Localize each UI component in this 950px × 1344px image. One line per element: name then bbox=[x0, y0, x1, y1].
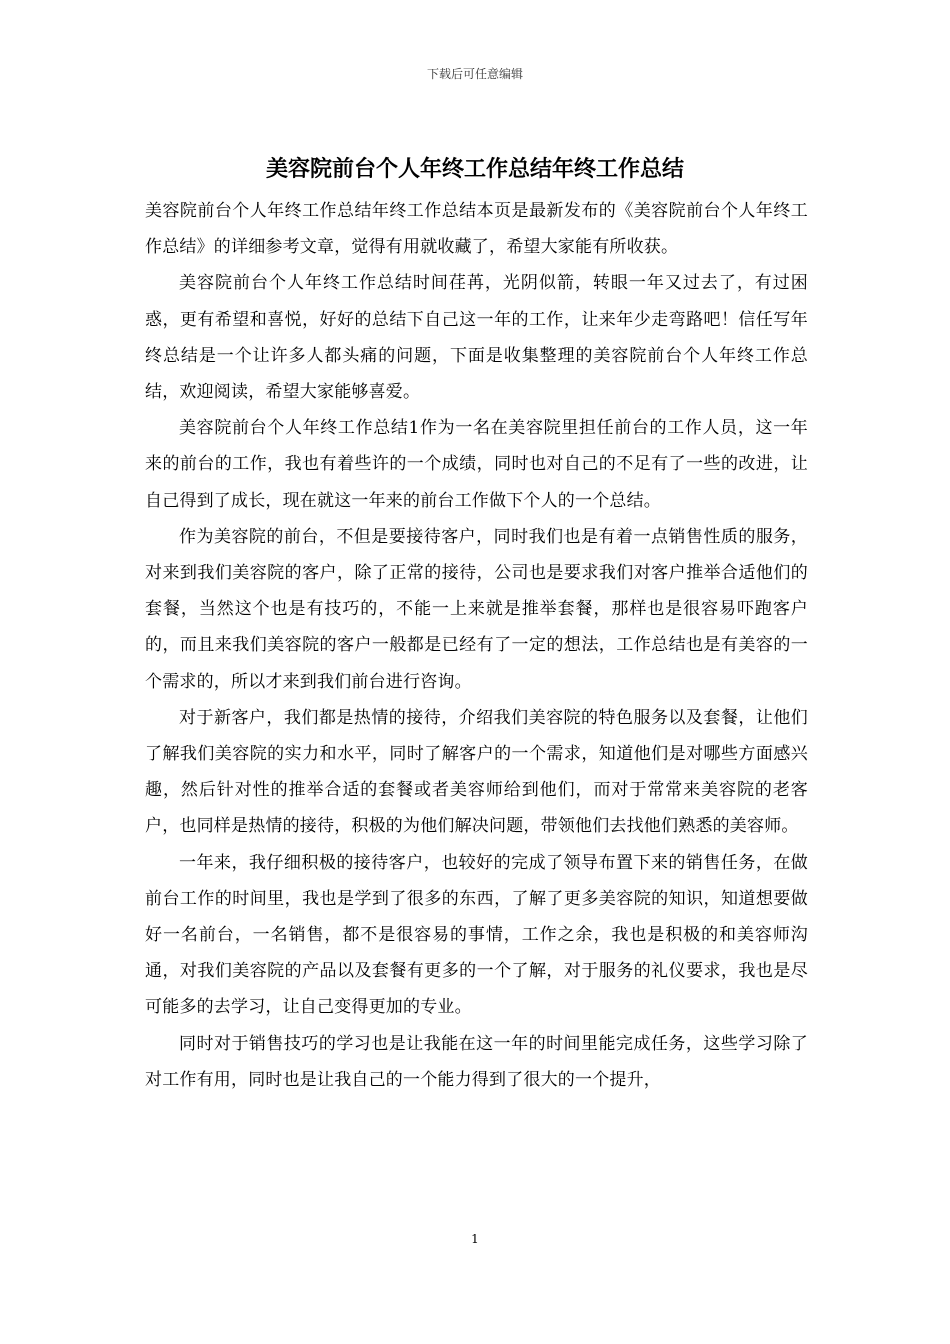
body-paragraph: 美容院前台个人年终工作总结时间荏苒，光阴似箭，转眼一年又过去了，有过困惑，更有希望和喜悦，好好的总结下自己这一年的工作，让来年少走弯路吧！信任写年终总结是一个让许多人都头痛的问题，下面是收集整理的美容院前台个人年终工作总结，欢迎阅读，希望大家能够喜爱。 bbox=[145, 273, 808, 403]
page-number: 1 bbox=[471, 1232, 479, 1246]
body-paragraph: 一年来，我仔细积极的接待客户，也较好的完成了领导布置下来的销售任务，在做前台工作的时间里，我也是学到了很多的东西，了解了更多美容院的知识，知道想要做好一名前台，一名销售，都不是很容易的事情，工作之余，我也是积极的和美容师沟通，对我们美容院的产品以及套餐有更多的一个了解，对于服务的礼仪要求，我也是尽可能多的去学习，让自己变得更加的专业。 bbox=[145, 852, 808, 1018]
body-paragraph: 美容院前台个人年终工作总结1作为一名在美容院里担任前台的工作人员，这一年来的前台的工作，我也有着些许的一个成绩，同时也对自己的不足有了一些的改进，让自己得到了成长，现在就这一年来的前台工作做下个人的一个总结。 bbox=[145, 418, 808, 511]
body-paragraph: 对于新客户，我们都是热情的接待，介绍我们美容院的特色服务以及套餐，让他们了解我们美容院的实力和水平，同时了解客户的一个需求，知道他们是对哪些方面感兴趣，然后针对性的推举合适的套餐或者美容师给到他们，而对于常常来美容院的老客户，也同样是热情的接待，积极的为他们解决问题，带领他们去找他们熟悉的美容师。 bbox=[145, 707, 808, 837]
body-paragraph: 作为美容院的前台，不但是要接待客户，同时我们也是有着一点销售性质的服务，对来到我们美容院的客户，除了正常的接待，公司也是要求我们对客户推举合适他们的套餐，当然这个也是有技巧的，不能一上来就是推举套餐，那样也是很容易吓跑客户的，而且来我们美容院的客户一般都是已经有了一定的想法，工作总结也是有美容的一个需求的，所以才来到我们前台进行咨询。 bbox=[145, 526, 808, 692]
page-header-note: 下载后可任意编辑 bbox=[426, 67, 523, 81]
body-paragraph: 同时对于销售技巧的学习也是让我能在这一年的时间里能完成任务，这些学习除了对工作有用，同时也是让我自己的一个能力得到了很大的一个提升， bbox=[145, 1033, 808, 1090]
document-body bbox=[145, 193, 808, 1098]
intro-paragraph: 美容院前台个人年终工作总结年终工作总结本页是最新发布的《美容院前台个人年终工作总结》的详细参考文章，觉得有用就收藏了，希望大家能有所收获。 bbox=[145, 201, 808, 258]
document-title: 美容院前台个人年终工作总结年终工作总结 bbox=[265, 156, 684, 182]
